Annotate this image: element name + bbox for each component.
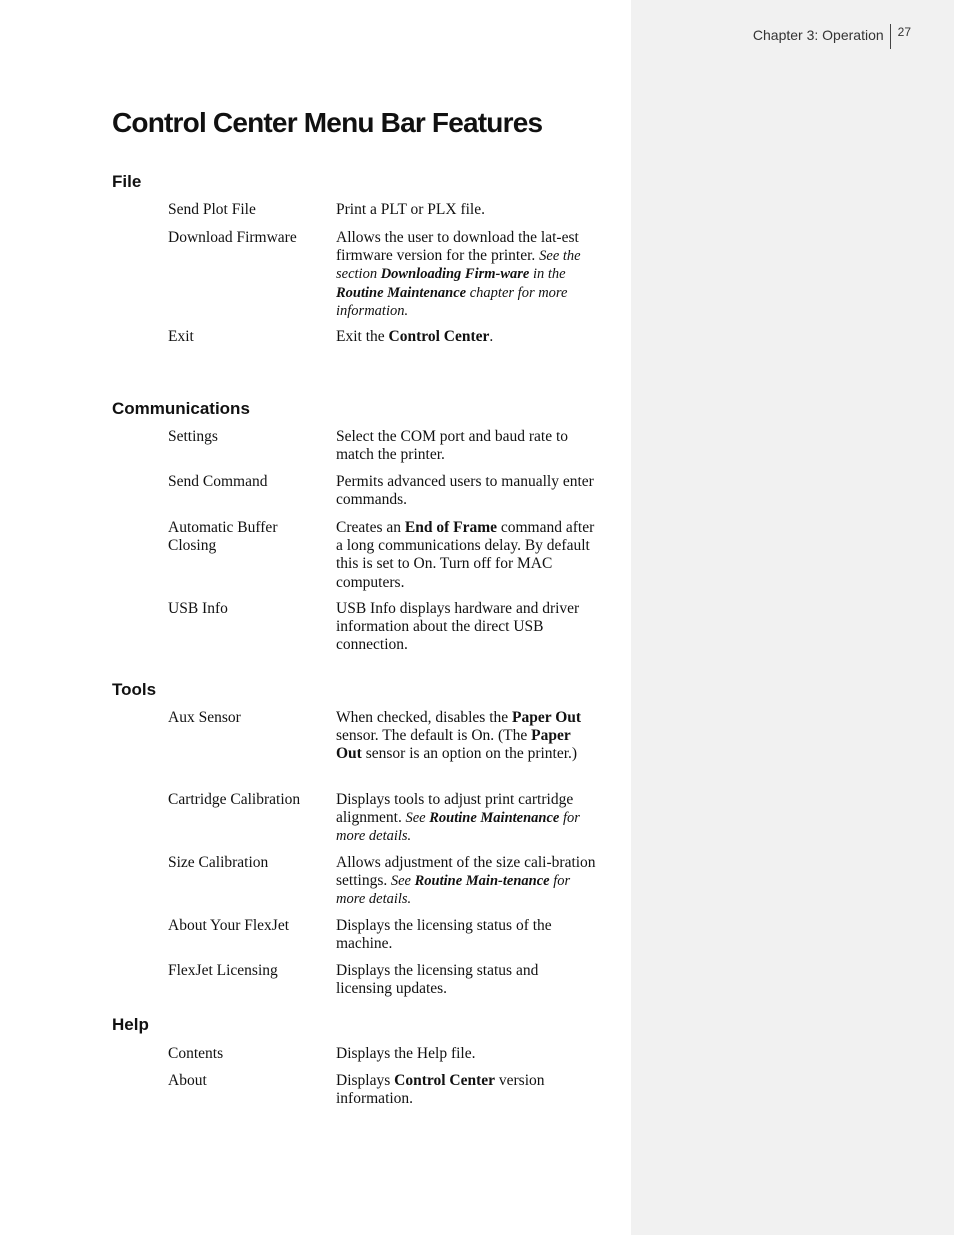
- entry-term: Cartridge Calibration: [168, 791, 301, 808]
- entry-term: Exit: [168, 328, 194, 345]
- section-title-file: File: [112, 172, 142, 191]
- entry-term: Send Command: [168, 473, 268, 490]
- entry-term: Settings: [168, 428, 218, 445]
- entry-term: About: [168, 1072, 207, 1089]
- entry-description: Permits advanced users to manually enter commands.: [336, 473, 594, 509]
- entry-description: Exit the Control Center.: [336, 328, 494, 345]
- entry-note: See Routine Main-tenance for more details.: [336, 873, 571, 908]
- entry-description: [336, 791, 596, 846]
- entry-description: When checked, disables the Paper Out sensor. The default is On. (The Paper Out sensor is an option on the printer.): [336, 709, 582, 763]
- entry-term: FlexJet Licensing: [168, 962, 278, 979]
- entry-note: See Routine Maintenance for more details.: [336, 810, 580, 845]
- entry-description: Displays Control Center version information.: [336, 1072, 545, 1108]
- entry-term: Send Plot File: [168, 201, 256, 218]
- entry-note: See the section Downloading Firm-ware in the Routine Maintenance chapter for more information.: [336, 248, 581, 319]
- entry-description: Print a PLT or PLX file.: [336, 201, 485, 218]
- entry-description: [336, 229, 596, 320]
- entry-term: Contents: [168, 1045, 224, 1062]
- entry-description: Displays the licensing status and licensing updates.: [336, 962, 539, 998]
- page-number: 27: [897, 25, 911, 39]
- section-title-tools: Tools: [112, 680, 157, 699]
- entry-text: Displays tools to adjust print cartridge alignment.: [336, 791, 574, 827]
- entry-description: USB Info displays hardware and driver information about the direct USB connection.: [336, 600, 580, 654]
- entry-description: [336, 854, 596, 909]
- entry-text: Allows the user to download the lat-est firmware version for the printer.: [336, 229, 579, 265]
- entry-term: Automatic Buffer Closing: [168, 519, 278, 554]
- entry-text: Allows adjustment of the size cali-bration settings.: [336, 854, 596, 890]
- chapter-label: Chapter 3: Operation: [752, 27, 884, 43]
- section-title-help: Help: [112, 1015, 149, 1034]
- entry-term: Download Firmware: [168, 229, 297, 246]
- entry-description: Creates an End of Frame command after a long communications delay. By default this is set to On. Turn off for MAC computers.: [336, 519, 595, 591]
- entry-term: Size Calibration: [168, 854, 269, 871]
- header-divider: [890, 24, 891, 49]
- page-title: Control Center Menu Bar Features: [112, 107, 543, 138]
- side-margin-panel: [631, 0, 954, 1235]
- entry-term: Aux Sensor: [168, 709, 241, 726]
- entry-term: USB Info: [168, 600, 228, 617]
- running-header: [753, 24, 911, 50]
- entry-term: About Your FlexJet: [168, 917, 290, 934]
- entry-description: Select the COM port and baud rate to match the printer.: [336, 428, 569, 464]
- entry-description: Displays the licensing status of the machine.: [336, 917, 552, 953]
- entry-description: Displays the Help file.: [336, 1045, 476, 1062]
- section-title-communications: Communications: [112, 399, 250, 418]
